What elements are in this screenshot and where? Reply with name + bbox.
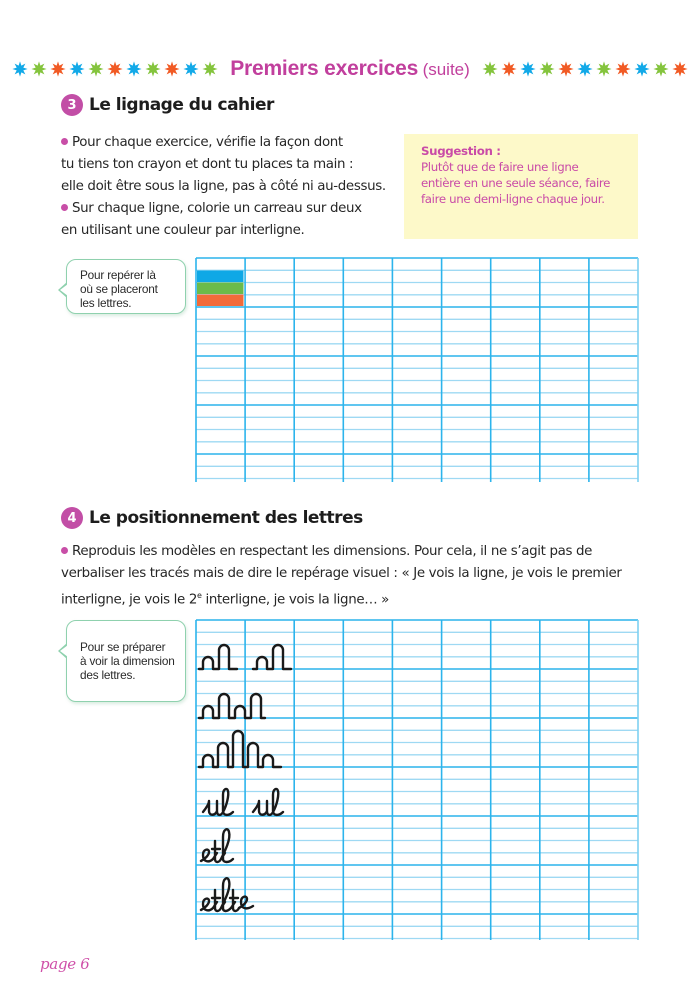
star-icon [88,61,104,77]
star-icon [615,61,631,77]
section-4-heading [61,507,363,529]
star-icon [520,61,536,77]
model-arches-3 [199,731,281,767]
section-3-heading [61,94,274,116]
instruction-line: Reproduis les modèles en respectant les dimensions. Pour cela, il ne s’agit pas de [61,541,622,563]
star-icon [31,61,47,77]
page-title-main: Premiers exercices [230,57,419,80]
section-4-title: Le positionnement des lettres [89,508,363,528]
stars-decoration-right [482,61,688,77]
page-title-suffix: (suite) [422,60,470,79]
ruled-grid-writing-models[interactable] [195,619,639,941]
section-3-title: Le lignage du cahier [89,95,274,115]
ruled-grid-lignage[interactable] [195,257,639,483]
suggestion-line: entière en une seule séance, faire [421,176,611,190]
star-icon [577,61,593,77]
instruction-line: en utilisant une couleur par interligne. [61,223,305,238]
star-icon [482,61,498,77]
star-icon [634,61,650,77]
suggestion-line: faire une demi-ligne chaque jour. [421,192,605,206]
section-number-badge: 4 [61,507,83,529]
star-icon [145,61,161,77]
star-icon [539,61,555,77]
star-icon [107,61,123,77]
star-icon [653,61,669,77]
instruction-line: Sur chaque ligne, colorie un carreau sur deux [61,198,386,220]
instruction-line: Pour chaque exercice, vérifie la façon dont [61,132,386,154]
instruction-line: verbaliser les tracés mais de dire le repérage visuel : « Je vois la ligne, je vois le premier [61,566,622,581]
page-header [0,52,700,86]
star-icon [12,61,28,77]
section-number-badge: 3 [61,94,83,116]
stars-decoration-left [12,61,218,77]
star-icon [164,61,180,77]
section-4-instructions [61,541,622,611]
page-title [230,57,470,81]
suggestion-title: Suggestion : [421,144,501,158]
instruction-line: elle doit être sous la ligne, pas à côté ni au-dessus. [61,179,386,194]
model-cursive-ul-1 [203,789,233,815]
star-icon [183,61,199,77]
tip-bubble-lignage: Pour repérer là où se placeront les lettres. [66,259,186,314]
star-icon [69,61,85,77]
bullet-icon [61,547,68,554]
bullet-icon [61,138,68,145]
instruction-line: interligne, je vois le 2e interligne, je vois la ligne… » [61,591,390,608]
star-icon [202,61,218,77]
star-icon [558,61,574,77]
tip-bubble-positionnement: Pour se préparer à voir la dimension des lettres. [66,620,186,702]
page-number: page 6 [40,955,90,973]
star-icon [50,61,66,77]
bullet-icon [61,204,68,211]
model-cursive-etl [201,829,233,862]
star-icon [672,61,688,77]
suggestion-box [404,134,638,239]
section-3-instructions [61,132,386,242]
star-icon [126,61,142,77]
colored-cell-bands [197,271,244,307]
model-cursive-ul-2 [253,789,283,815]
star-icon [596,61,612,77]
star-icon [501,61,517,77]
suggestion-line: Plutôt que de faire une ligne [421,160,579,174]
instruction-line: tu tiens ton crayon et dont tu places ta main : [61,157,354,172]
